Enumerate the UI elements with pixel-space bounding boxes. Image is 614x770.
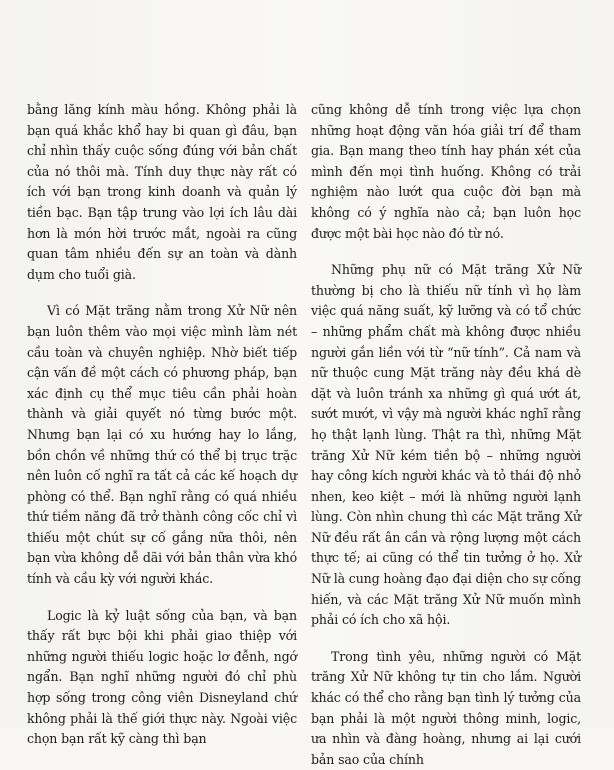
paragraph: Trong tình yêu, những người có Mặt trăng Xử Nữ không tự tin cho lắm. Người khác có thể cho rằng bạn tình lý tưởng của bạn phải là một người thông minh, logic, ưa nhìn và đàng hoàng, nhưng ai lại cưới bản sao của chính [311,648,581,767]
paragraph: cũng không dễ tính trong việc lựa chọn những hoạt động văn hóa giải trí để tham gia. Bạn mang theo tính hay phán xét của mình đến mọi tình huống. Không có trải nghiệm nào lướt qua cuộc đời bạn mà không có ý nghĩa nào cả; bạn luôn học được một bài học nào đó từ nó. [311,102,581,241]
paragraph: Những phụ nữ có Mặt trăng Xử Nữ thường bị cho là thiếu nữ tính vì họ làm việc quá năng suất, kỹ lưỡng và có tổ chức – những phẩm chất mà không được nhiều người gắn liền với từ “nữ tính”. Cả nam và nữ thuộc cung Mặt trăng này đều khá dè dặt và luôn tránh xa những gì quá ướt át, sướt mướt, vì vậy mà người khác nghĩ rằng họ thật lạnh lùng. Thật ra thì, những Mặt trăng Xử Nữ kém tiền bộ – những người hay công kích người khác và tỏ thái độ nhỏ nhen, keo kiệt – mới là những người lạnh lùng. Còn nhìn chung thì các Mặt trăng Xử Nữ đều rất ân cần và rộng lượng một cách thực tế; ai cũng có thể tin tưởng ở họ. Xử Nữ là cung hoàng đạo đại diện cho sự cống hiến, và các Mặt trăng Xử Nữ muốn mình phải có ích cho xã hội. [311,262,581,628]
left-text-column [27,100,297,750]
paragraph: Logic là kỷ luật sống của bạn, và bạn thấy rất bực bội khi phải giao thiệp với những người thiếu logic hoặc lơ đễnh, ngớ ngẩn. Bạn nghĩ những người đó chỉ phù hợp sống trong công viên Disneyland chứ không phải là thế giới thực này. Ngoài việc chọn bạn rất kỹ càng thì bạn [27,607,297,747]
paragraph: bằng lăng kính màu hồng. Không phải là bạn quá khắc khổ hay bi quan gì đâu, bạn chỉ nhìn thấy cuộc sống đúng với bản chất của nó thôi mà. Tính duy thực này rất có ích với bạn trong kinh doanh và quản lý tiền bạc. Bạn tập trung vào lợi ích lâu dài hơn là món hời trước mắt, ngoài ra cũng quan tâm nhiều đến sự an toàn và dành dụm cho tuổi già. [27,102,297,282]
paragraph: Vì có Mặt trăng nằm trong Xử Nữ nên bạn luôn thêm vào mọi việc mình làm nét cầu toàn và chuyên nghiệp. Nhờ biết tiếp cận vấn đề một cách có phương pháp, bạn xác định cụ thể mục tiêu cần phải hoàn thành và giải quyết nó từng bước một. Nhưng bạn lại có xu hướng hay lo lắng, bồn chồn về những thứ có thể bị trục trặc nên luôn cố nghĩ ra tất cả các kế hoạch dự phòng có thể. Bạn nghĩ rằng có quá nhiều thứ tiềm năng đã trở thành công cốc chỉ vì thiếu một chút sự cố gắng nữa thôi, nên bạn vừa không dễ dãi với bản thân vừa khó tính và cầu kỳ với người khác. [27,303,297,587]
right-text-column [311,100,581,770]
